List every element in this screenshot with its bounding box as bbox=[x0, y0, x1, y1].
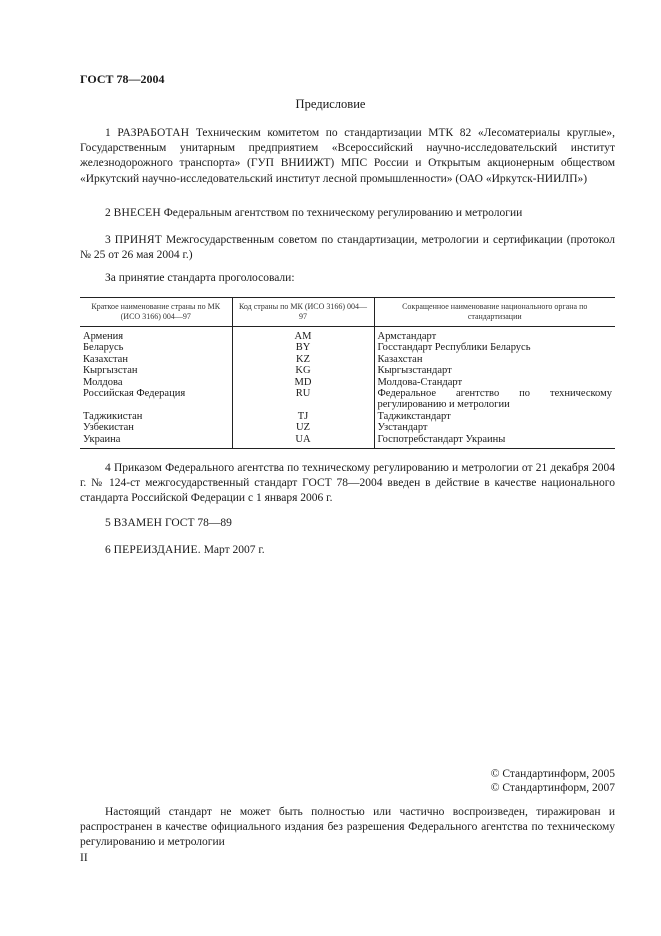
table-header-row bbox=[80, 298, 615, 327]
code-cell: KG bbox=[232, 365, 374, 376]
item-5-caps: ВЗАМЕН bbox=[113, 517, 163, 529]
item-1 bbox=[80, 126, 615, 187]
copyright-line: © Стандартинформ, 2005 bbox=[490, 768, 615, 780]
org-cell: Госстандарт Республики Беларусь bbox=[374, 342, 615, 353]
item-5-number: 5 bbox=[105, 517, 111, 529]
item-3-text: Межгосударственным советом по стандартизации, метрологии и сертификации (протокол № 25 от 26 мая 2004 г.) bbox=[80, 234, 615, 262]
table-row bbox=[80, 422, 615, 433]
country-cell: Беларусь bbox=[83, 342, 124, 354]
code-cell: MD bbox=[232, 377, 374, 388]
item-3-number: 3 bbox=[105, 234, 111, 246]
org-cell: Армстандарт bbox=[374, 327, 615, 343]
country-cell: Украина bbox=[80, 434, 232, 449]
item-3 bbox=[80, 233, 615, 263]
item-2-caps: ВНЕСЕН bbox=[113, 207, 161, 219]
table-row bbox=[80, 411, 615, 422]
org-cell: Кыргызстандарт bbox=[374, 365, 615, 376]
item-2 bbox=[80, 206, 615, 221]
vote-intro: За принятие стандарта проголосовали: bbox=[105, 272, 295, 284]
table-row bbox=[80, 388, 615, 411]
item-1-text: Техническим комитетом по стандартизации МТК 82 «Лесоматериалы круглые», Государственным унитарным предприятием «Всероссийский научно-исследовательский институт железнодорожного транспорта» (ГУП ВНИИЖТ) МПС России и Открытым акционерным обществом «Иркутский научно-исследовательский институт лесной промышленности» (ОАО «Иркутск-НИИЛП») bbox=[80, 127, 616, 185]
country-cell: Кыргызстан bbox=[83, 365, 138, 377]
document-header: ГОСТ 78—2004 bbox=[80, 72, 165, 86]
code-cell: UA bbox=[232, 434, 374, 449]
item-2-number: 2 bbox=[105, 207, 111, 219]
table-row bbox=[80, 377, 615, 388]
country-cell: Армения bbox=[83, 331, 124, 342]
item-2-text: Федеральным агентством по техническому регулированию и метрологии bbox=[163, 207, 523, 219]
org-cell: Таджикстандарт bbox=[374, 411, 615, 422]
item-6-number: 6 bbox=[105, 544, 111, 556]
country-cell: Таджикистан bbox=[83, 410, 143, 422]
header-country: Краткое наименование страны по МК (ИСО 3166) 004—97 bbox=[80, 298, 232, 327]
table-row bbox=[80, 354, 615, 365]
page-title: Предисловие bbox=[295, 97, 366, 111]
org-cell: Казахстан bbox=[374, 354, 615, 365]
code-cell: AM bbox=[232, 327, 374, 343]
item-5 bbox=[80, 516, 615, 531]
code-cell: KZ bbox=[232, 354, 374, 365]
org-cell: Федеральное агентство по техническому регулированию и метрологии bbox=[374, 388, 615, 411]
code-cell: RU bbox=[232, 388, 374, 411]
org-cell: Госпотребстандарт Украины bbox=[374, 434, 615, 449]
country-cell: Казахстан bbox=[83, 353, 128, 365]
item-5-text: ГОСТ 78—89 bbox=[165, 517, 232, 529]
table-row bbox=[80, 434, 615, 449]
page-number: II bbox=[80, 852, 88, 864]
country-cell: Узбекистан bbox=[83, 422, 134, 434]
country-cell: Молдова bbox=[83, 376, 123, 388]
table-row bbox=[80, 327, 615, 343]
code-cell: UZ bbox=[232, 422, 374, 433]
item-6-text: Март 2007 г. bbox=[203, 544, 265, 556]
org-cell: Узстандарт bbox=[374, 422, 615, 433]
country-cell: Российская Федерация bbox=[83, 388, 186, 400]
item-1-number: 1 bbox=[105, 127, 111, 139]
item-3-caps: ПРИНЯТ bbox=[114, 234, 162, 246]
header-code: Код страны по МК (ИСО 3166) 004—97 bbox=[232, 298, 374, 327]
copyright-line: © Стандартинформ, 2007 bbox=[490, 781, 615, 794]
header-org: Сокращенное наименование национального органа по стандартизации bbox=[374, 298, 615, 327]
item-6-caps: ПЕРЕИЗДАНИЕ. bbox=[113, 544, 201, 556]
copyright-block bbox=[440, 768, 615, 795]
code-cell: TJ bbox=[232, 411, 374, 422]
item-4: 4 Приказом Федерального агентства по техническому регулированию и метрологии от 21 декабря 2004 г. № 124-ст межгосударственный стандарт ГОСТ 78—2004 введен в действие в качестве национального стандарта Российской Федерации с 1 января 2006 г. bbox=[80, 462, 615, 505]
countries-table bbox=[80, 297, 615, 449]
code-cell: BY bbox=[232, 342, 374, 353]
table-row bbox=[80, 365, 615, 376]
org-cell: Молдова-Стандарт bbox=[374, 377, 615, 388]
table-row bbox=[80, 342, 615, 353]
item-6 bbox=[80, 543, 615, 558]
reproduction-notice: Настоящий стандарт не может быть полностью или частично воспроизведен, тиражирован и распространен в качестве официального издания без разрешения Федерального агентства по техническому регулированию и метрологии bbox=[80, 806, 615, 849]
item-1-caps: РАЗРАБОТАН bbox=[117, 127, 190, 139]
